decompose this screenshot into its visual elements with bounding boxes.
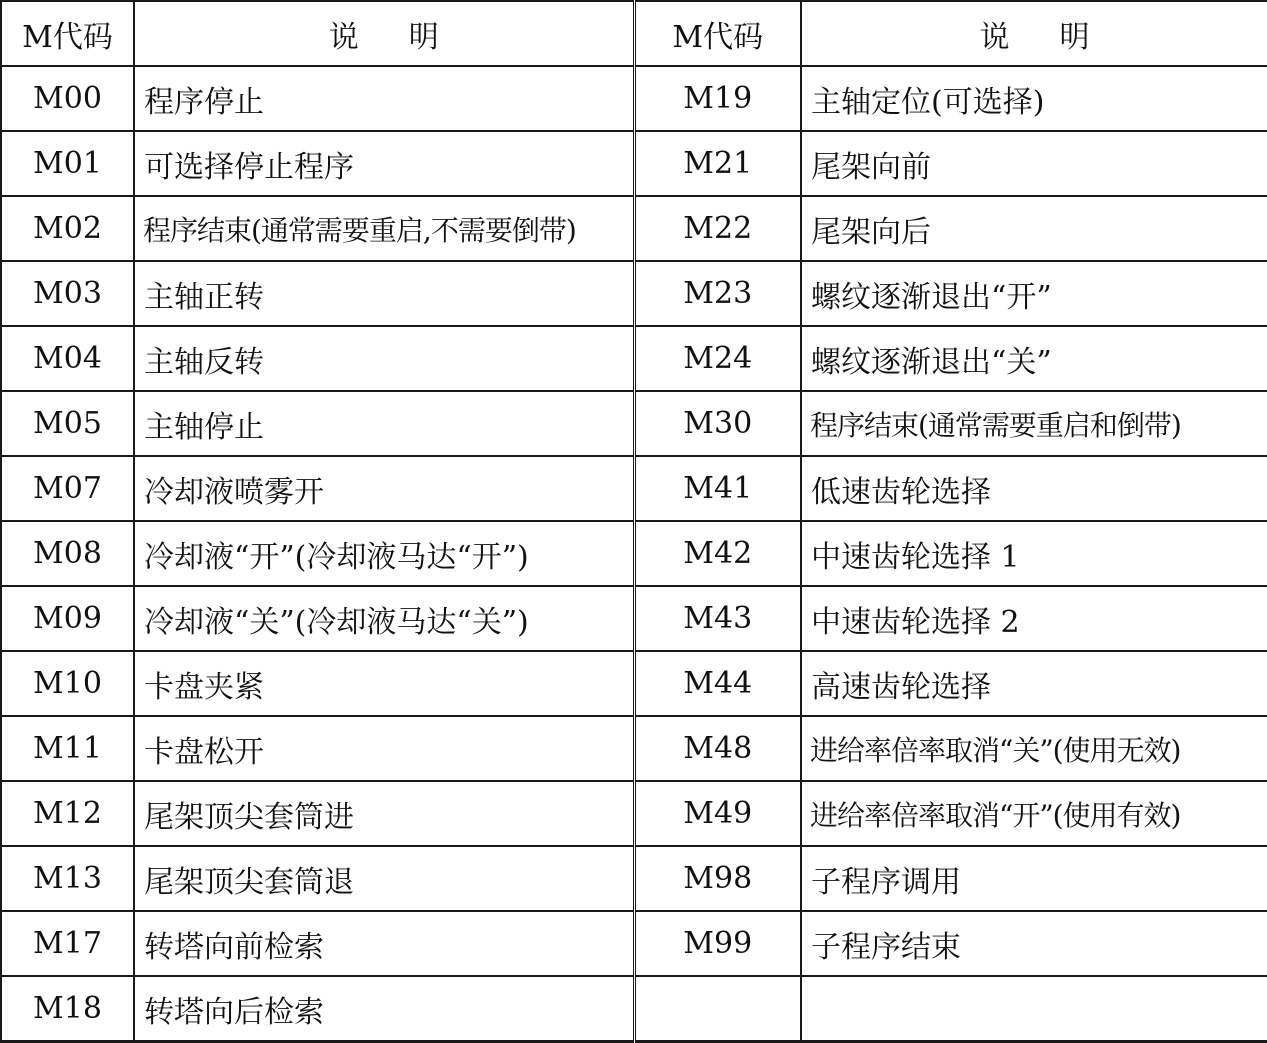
right-code-cell: M21: [634, 131, 801, 196]
table-row: [1, 716, 1267, 781]
left-code-cell: M07: [1, 456, 134, 521]
table-row: [1, 131, 1267, 196]
right-desc-cell: 进给率倍率取消“开”(使用有效): [801, 781, 1267, 846]
table-row: [1, 456, 1267, 521]
header-code-right: M代码: [634, 1, 801, 66]
left-desc-cell: 卡盘夹紧: [134, 651, 634, 716]
left-code-cell: M10: [1, 651, 134, 716]
right-code-cell: M98: [634, 846, 801, 911]
left-code-cell: M13: [1, 846, 134, 911]
right-code-cell: M22: [634, 196, 801, 261]
right-desc-cell: 子程序调用: [801, 846, 1267, 911]
left-code-cell: M08: [1, 521, 134, 586]
right-desc-cell: 主轴定位(可选择): [801, 66, 1267, 131]
left-desc-cell: 主轴正转: [134, 261, 634, 326]
right-code-cell: M41: [634, 456, 801, 521]
left-desc-cell: 程序结束(通常需要重启,不需要倒带): [134, 196, 634, 261]
right-desc-cell: 低速齿轮选择: [801, 456, 1267, 521]
left-desc-cell: 主轴停止: [134, 391, 634, 456]
right-code-cell: M19: [634, 66, 801, 131]
left-code-cell: M04: [1, 326, 134, 391]
right-code-cell: M30: [634, 391, 801, 456]
left-code-cell: M09: [1, 586, 134, 651]
table-row: [1, 391, 1267, 456]
right-code-cell: M49: [634, 781, 801, 846]
left-code-cell: M12: [1, 781, 134, 846]
left-code-cell: M01: [1, 131, 134, 196]
left-desc-cell: 尾架顶尖套筒进: [134, 781, 634, 846]
table-row: [1, 846, 1267, 911]
left-code-cell: M05: [1, 391, 134, 456]
left-desc-cell: 冷却液喷雾开: [134, 456, 634, 521]
left-code-cell: M11: [1, 716, 134, 781]
right-desc-cell: 子程序结束: [801, 911, 1267, 976]
left-desc-cell: 冷却液“关”(冷却液马达“关”): [134, 586, 634, 651]
right-code-cell: M48: [634, 716, 801, 781]
left-code-cell: M03: [1, 261, 134, 326]
left-desc-cell: 卡盘松开: [134, 716, 634, 781]
right-code-cell: M24: [634, 326, 801, 391]
right-code-cell: [634, 976, 801, 1042]
left-desc-cell: 冷却液“开”(冷却液马达“开”): [134, 521, 634, 586]
right-desc-cell: 螺纹逐渐退出“开”: [801, 261, 1267, 326]
table-row: [1, 651, 1267, 716]
left-desc-cell: 转塔向后检索: [134, 976, 634, 1042]
right-desc-cell: 尾架向前: [801, 131, 1267, 196]
table-row: [1, 261, 1267, 326]
table-row: [1, 326, 1267, 391]
table-row: [1, 976, 1267, 1042]
left-desc-cell: 程序停止: [134, 66, 634, 131]
header-code-left: M代码: [1, 1, 134, 66]
right-code-cell: M43: [634, 586, 801, 651]
right-desc-cell: 螺纹逐渐退出“关”: [801, 326, 1267, 391]
right-code-cell: M23: [634, 261, 801, 326]
right-desc-cell: 中速齿轮选择 2: [801, 586, 1267, 651]
table-row: [1, 911, 1267, 976]
table-row: [1, 586, 1267, 651]
right-desc-cell: 尾架向后: [801, 196, 1267, 261]
left-desc-cell: 可选择停止程序: [134, 131, 634, 196]
right-desc-cell: 高速齿轮选择: [801, 651, 1267, 716]
table-row: [1, 781, 1267, 846]
table-row: [1, 521, 1267, 586]
left-desc-cell: 尾架顶尖套筒退: [134, 846, 634, 911]
left-desc-cell: 主轴反转: [134, 326, 634, 391]
header-desc-right: 说明: [801, 1, 1267, 66]
right-code-cell: M99: [634, 911, 801, 976]
right-code-cell: M44: [634, 651, 801, 716]
right-desc-cell: 程序结束(通常需要重启和倒带): [801, 391, 1267, 456]
right-code-cell: M42: [634, 521, 801, 586]
left-code-cell: M00: [1, 66, 134, 131]
table-row: [1, 66, 1267, 131]
right-desc-cell: 中速齿轮选择 1: [801, 521, 1267, 586]
left-code-cell: M18: [1, 976, 134, 1042]
table-row: [1, 196, 1267, 261]
right-desc-cell: 进给率倍率取消“关”(使用无效): [801, 716, 1267, 781]
left-desc-cell: 转塔向前检索: [134, 911, 634, 976]
left-code-cell: M02: [1, 196, 134, 261]
left-code-cell: M17: [1, 911, 134, 976]
header-desc-left: 说明: [134, 1, 634, 66]
right-desc-cell: [801, 976, 1267, 1042]
table-header-row: [1, 1, 1267, 66]
table-body: [1, 66, 1267, 1042]
